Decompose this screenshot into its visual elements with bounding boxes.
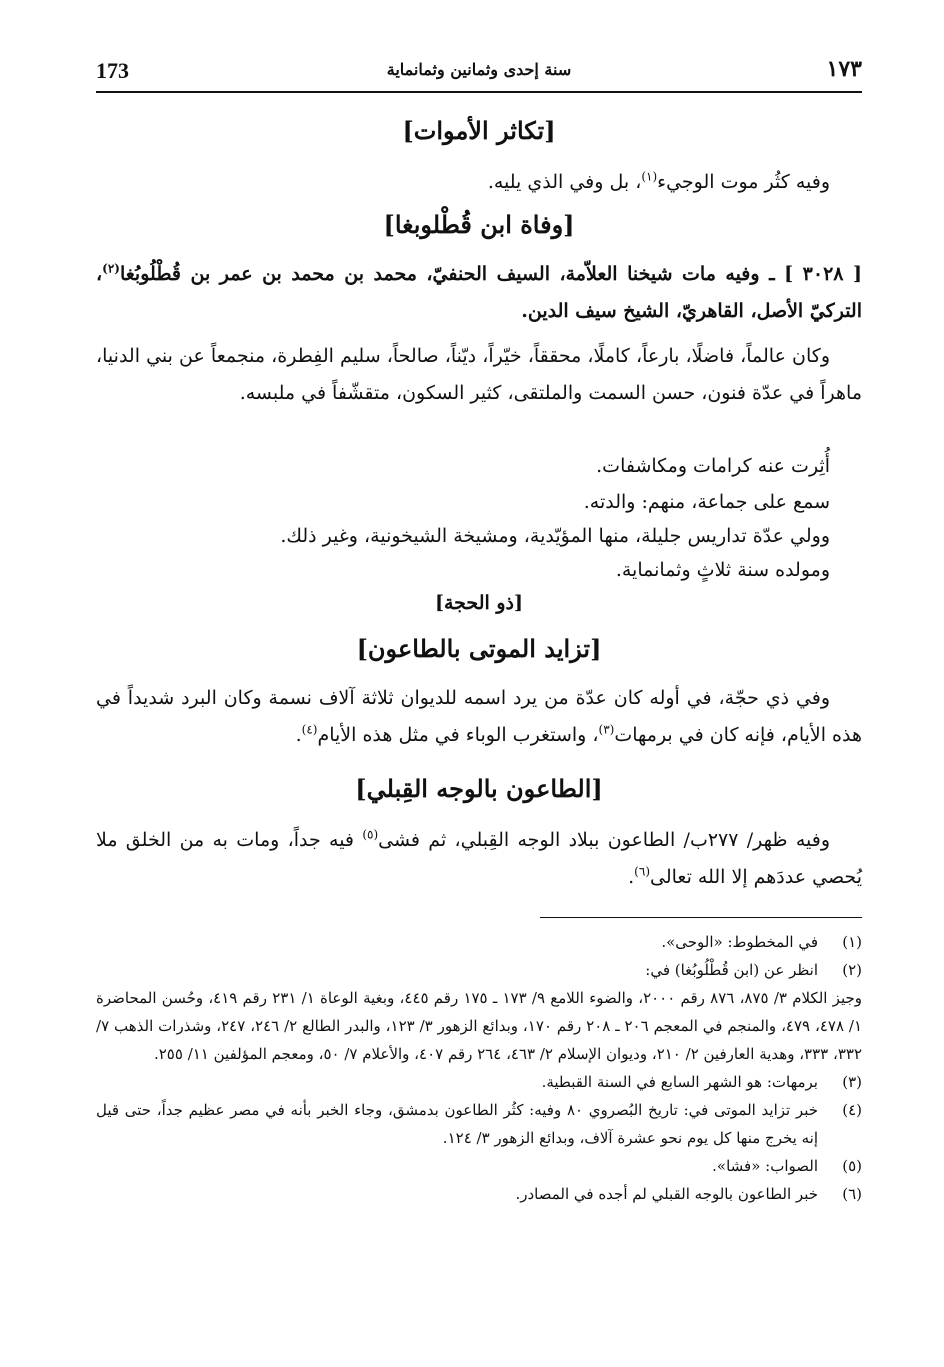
section-heading-upper-egypt-plague: [الطاعون بالوجه القِبلي] xyxy=(355,774,603,803)
footnote-2-sources: وجيز الكلام ٣/ ٨٧٥، ٨٧٦ رقم ٢٠٠٠، والضوء اللامع ٩/ ١٧٣ ـ ١٧٥ رقم ٤٤٥، وبغية الوعاة ١/ ٢٣١ رقم ٤١٩، وحُسن المحاضرة ١/ ٤٧٨، ٤٧٩، والمنجم في المعجم ٢٠٦ ـ ٢٠٨ رقم ١٧٠، وبدائع الزهور ٣/ ١٢٣، والبدر الطالع ٢/ ٢٤٦، ٢٤٧، وشذرات الذهب ٧/ ٣٣٢، ٣٣٣، وهدية العارفين ٢/ ٢١٠، وديوان الإسلام ٢/ ٤٦٣، ٢٦٤ رقم ٤٠٧، والأعلام ٧/ ٥٠، ومعجم المؤلفين ١١/ ٢٥٥. xyxy=(96,989,863,1063)
footnote-text: انظر عن (ابن قُطْلُوبُغا) في: xyxy=(645,961,818,979)
month-heading: [ذو الحجة] xyxy=(434,592,523,614)
paragraph-text: وفيه ظهر/ ٢٧٧ب/ الطاعون ببلاد الوجه القِبلي، ثم فشى xyxy=(378,829,830,851)
footnote-number: (٣) xyxy=(842,1073,862,1091)
footnote-text: خبر الطاعون بالوجه القبلي لم أجده في المصادر. xyxy=(515,1185,818,1203)
paragraph-posts: وولي عدّة تداريس جليلة، منها المؤيّدية، ومشيخة الشيخونية، وغير ذلك. xyxy=(280,525,830,547)
entry-name: وفيه مات شيخنا العلاّمة، السيف الحنفيّ، محمد بن محمد بن عمر بن قُطْلُوبُغا xyxy=(119,263,760,285)
footnote-6 xyxy=(96,1180,862,1208)
paragraph-dhu-al-hijja xyxy=(96,680,862,754)
section-heading-deaths: [تكاثر الأموات] xyxy=(402,116,556,145)
page-number-arabic: ١٧٣ xyxy=(826,56,862,82)
paragraph-text: وفي ذي حجّة، في أوله كان عدّة من يرد اسمه للديوان ثلاثة آلاف نسمة وكان البرد شديداً في هذه الأيام، فإنه كان في برمهات xyxy=(96,687,862,746)
entry-name-end: ، التركيّ الأصل، القاهريّ، الشيخ سيف الدين. xyxy=(96,263,862,322)
footnote-1 xyxy=(96,928,862,956)
footnote-2 xyxy=(96,956,862,984)
footnote-ref-6: (٦) xyxy=(634,864,650,879)
footnote-text: في المخطوط: «الوحى». xyxy=(661,933,818,951)
paragraph-text: ، بل وفي الذي يليه. xyxy=(487,171,642,193)
paragraph-text: . xyxy=(295,724,302,746)
page-number-latin: 173 xyxy=(96,58,129,83)
footnote-ref-1: (١) xyxy=(641,169,658,184)
paragraph-upper-egypt xyxy=(96,822,862,896)
footnote-number: (٤) xyxy=(842,1101,862,1119)
entry-number: [ ٣٠٢٨ ] ـ xyxy=(769,263,862,285)
book-page xyxy=(96,0,862,1367)
paragraph-text: . xyxy=(628,866,635,888)
footnote-ref-3: (٣) xyxy=(598,722,615,737)
header-rule xyxy=(96,91,862,93)
footnote-ref-4: (٤) xyxy=(301,722,318,737)
section-heading-obituary: [وفاة ابن قُطْلوبغا] xyxy=(383,210,575,239)
footnote-text: الصواب: «فشا». xyxy=(712,1157,818,1175)
footnote-text: برمهات: هو الشهر السابع في السنة القبطية. xyxy=(541,1073,818,1091)
paragraph-text: وفيه كثُر موت الوجيء xyxy=(657,171,830,193)
section-heading-plague-increase: [تزايد الموتى بالطاعون] xyxy=(356,634,602,663)
paragraph-text: فيه جداً، ومات به من الخلق ملا يُحصي عددَهم إلا الله تعالى xyxy=(96,829,862,888)
footnote-text: خبر تزايد الموتى في: تاريخ البُصروي ٨٠ وفيه: كثُر الطاعون بدمشق، وجاء الخبر بأنه في مصر عظيم جداً، حتى قيل إنه يخرج منها كل يوم نحو عشرة آلاف، وبدائع الزهور ٣/ ١٢٤. xyxy=(96,1101,818,1147)
entry-3028 xyxy=(96,256,862,330)
footnote-separator xyxy=(540,917,862,918)
footnote-number: (٢) xyxy=(842,961,862,979)
running-title: سنة إحدى وثمانين وثمانماية xyxy=(386,60,572,79)
paragraph-text: ، واستغرب الوباء في مثل هذه الأيام xyxy=(317,724,599,746)
footnote-4 xyxy=(96,1096,862,1152)
footnote-ref-5: (٥) xyxy=(362,827,379,842)
footnote-number: (١) xyxy=(842,933,862,951)
paragraph-karamat: أُثِرت عنه كرامات ومكاشفات. xyxy=(596,455,830,477)
paragraph-deaths xyxy=(96,164,862,201)
paragraph-description: وكان عالماً، فاضلًا، بارعاً، كاملًا، محققاً، خيّراً، ديّناً، صالحاً، سليم الفِطرة، منجمعاً عن بني الدنيا، ماهراً في عدّة فنون، حسن السمت والملتقى، كثير السكون، متقشّفاً في ملبسه. xyxy=(96,345,862,404)
paragraph-teachers: سمع على جماعة، منهم: والدته. xyxy=(583,491,830,513)
footnotes xyxy=(96,928,862,1208)
footnote-ref-2: (٢) xyxy=(102,261,120,276)
page-header xyxy=(96,52,862,92)
footnote-number: (٥) xyxy=(842,1157,862,1175)
footnote-number: (٦) xyxy=(842,1185,862,1203)
paragraph-birth: ومولده سنة ثلاثٍ وثمانماية. xyxy=(615,559,830,581)
footnote-5 xyxy=(96,1152,862,1180)
footnote-3 xyxy=(96,1068,862,1096)
